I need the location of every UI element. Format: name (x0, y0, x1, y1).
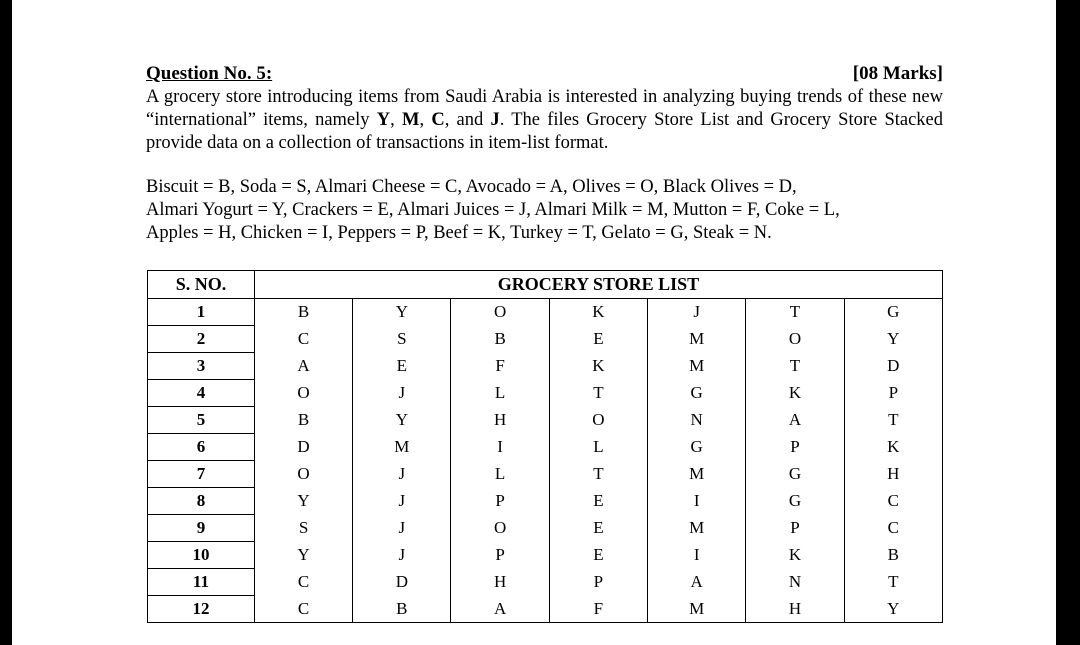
item-cell: T (746, 353, 844, 380)
item-cell: E (549, 488, 647, 515)
item-cell: L (549, 434, 647, 461)
item-cell: D (254, 434, 352, 461)
item-cell: G (746, 461, 844, 488)
item-c: C (431, 110, 445, 130)
row-number: 6 (148, 434, 255, 461)
table-row (148, 542, 943, 569)
item-cell: G (844, 299, 942, 326)
table-header-row (148, 271, 943, 299)
question-marks: [08 Marks] (852, 63, 943, 84)
row-number: 9 (148, 515, 255, 542)
item-cell: O (746, 326, 844, 353)
header-sno: S. NO. (148, 271, 255, 299)
item-j: J (490, 110, 500, 130)
item-cell: N (746, 569, 844, 596)
item-cell: O (451, 299, 549, 326)
table-row (148, 434, 943, 461)
row-number: 10 (148, 542, 255, 569)
item-cell: Y (254, 542, 352, 569)
item-cell: O (254, 380, 352, 407)
item-cell: M (648, 515, 746, 542)
item-cell: A (648, 569, 746, 596)
row-number: 12 (148, 596, 255, 623)
item-cell: M (648, 353, 746, 380)
item-cell: T (844, 569, 942, 596)
item-codes (146, 176, 943, 245)
item-cell: M (648, 596, 746, 623)
item-cell: O (549, 407, 647, 434)
row-number: 1 (148, 299, 255, 326)
item-cell: P (451, 542, 549, 569)
item-cell: E (549, 515, 647, 542)
item-cell: Y (353, 407, 451, 434)
item-cell: D (844, 353, 942, 380)
document-page (12, 0, 1056, 645)
item-cell: P (746, 515, 844, 542)
table-row (148, 407, 943, 434)
header-grocery-list: GROCERY STORE LIST (254, 271, 942, 299)
intro-text-end: . The files Grocery Store List and Grocery Store Stacked provide data on a collection of transactions in item-list format. (146, 110, 944, 153)
item-cell: T (549, 461, 647, 488)
item-cell: C (844, 488, 942, 515)
sep: , (419, 110, 432, 130)
table-row (148, 515, 943, 542)
item-cell: B (844, 542, 942, 569)
sep: , and (444, 110, 491, 130)
codes-line: Almari Yogurt = Y, Crackers = E, Almari Juices = J, Almari Milk = M, Mutton = F, Coke = L, (146, 200, 840, 220)
grocery-store-table (147, 270, 943, 623)
item-cell: C (254, 569, 352, 596)
question-block (146, 62, 943, 245)
item-cell: S (254, 515, 352, 542)
item-cell: T (844, 407, 942, 434)
item-cell: B (353, 596, 451, 623)
sep: , (390, 110, 402, 130)
item-cell: O (254, 461, 352, 488)
item-cell: C (844, 515, 942, 542)
row-number: 3 (148, 353, 255, 380)
item-cell: K (549, 299, 647, 326)
question-intro (146, 86, 943, 155)
item-cell: J (353, 515, 451, 542)
item-cell: C (254, 596, 352, 623)
item-cell: H (746, 596, 844, 623)
item-cell: B (254, 407, 352, 434)
codes-line: Biscuit = B, Soda = S, Almari Cheese = C, Avocado = A, Olives = O, Black Olives = D, (146, 177, 797, 197)
row-number: 4 (148, 380, 255, 407)
item-cell: J (353, 380, 451, 407)
item-cell: P (451, 488, 549, 515)
item-cell: E (549, 542, 647, 569)
row-number: 7 (148, 461, 255, 488)
item-cell: K (746, 542, 844, 569)
item-cell: M (353, 434, 451, 461)
item-cell: B (451, 326, 549, 353)
item-cell: Y (254, 488, 352, 515)
item-cell: A (451, 596, 549, 623)
item-cell: F (549, 596, 647, 623)
item-cell: M (648, 326, 746, 353)
question-title: Question No. 5: (146, 63, 273, 84)
row-number: 8 (148, 488, 255, 515)
row-number: 11 (148, 569, 255, 596)
item-cell: J (353, 488, 451, 515)
item-cell: H (844, 461, 942, 488)
table-row (148, 299, 943, 326)
item-cell: F (451, 353, 549, 380)
item-cell: J (353, 461, 451, 488)
item-y: Y (376, 110, 391, 130)
item-cell: O (451, 515, 549, 542)
item-cell: I (451, 434, 549, 461)
row-number: 2 (148, 326, 255, 353)
item-cell: G (648, 434, 746, 461)
table-row (148, 596, 943, 623)
item-cell: P (844, 380, 942, 407)
item-cell: J (648, 299, 746, 326)
table-body (148, 299, 943, 623)
item-cell: T (549, 380, 647, 407)
table-row (148, 461, 943, 488)
codes-line: Apples = H, Chicken = I, Peppers = P, Beef = K, Turkey = T, Gelato = G, Steak = N. (146, 223, 772, 243)
question-header (146, 62, 943, 86)
item-cell: C (254, 326, 352, 353)
intro-text: A grocery store introducing items from Saudi Arabia is interested in analyzing buying trends of these new “international” items, namely (146, 87, 943, 130)
item-cell: S (353, 326, 451, 353)
table-row (148, 488, 943, 515)
row-number: 5 (148, 407, 255, 434)
item-cell: Y (844, 326, 942, 353)
item-cell: J (353, 542, 451, 569)
item-cell: T (746, 299, 844, 326)
table-row (148, 380, 943, 407)
item-cell: A (746, 407, 844, 434)
item-cell: I (648, 542, 746, 569)
item-cell: Y (353, 299, 451, 326)
table-row (148, 326, 943, 353)
item-cell: E (549, 326, 647, 353)
item-cell: P (746, 434, 844, 461)
item-cell: I (648, 488, 746, 515)
table-row (148, 569, 943, 596)
item-cell: H (451, 407, 549, 434)
item-cell: P (549, 569, 647, 596)
item-cell: A (254, 353, 352, 380)
table-row (148, 353, 943, 380)
item-cell: B (254, 299, 352, 326)
item-cell: L (451, 461, 549, 488)
item-cell: Y (844, 596, 942, 623)
item-cell: H (451, 569, 549, 596)
item-cell: D (353, 569, 451, 596)
item-cell: M (648, 461, 746, 488)
item-cell: L (451, 380, 549, 407)
item-cell: G (648, 380, 746, 407)
item-cell: N (648, 407, 746, 434)
item-cell: K (844, 434, 942, 461)
item-cell: E (353, 353, 451, 380)
item-cell: G (746, 488, 844, 515)
item-cell: K (746, 380, 844, 407)
item-cell: K (549, 353, 647, 380)
item-m: M (401, 110, 420, 130)
